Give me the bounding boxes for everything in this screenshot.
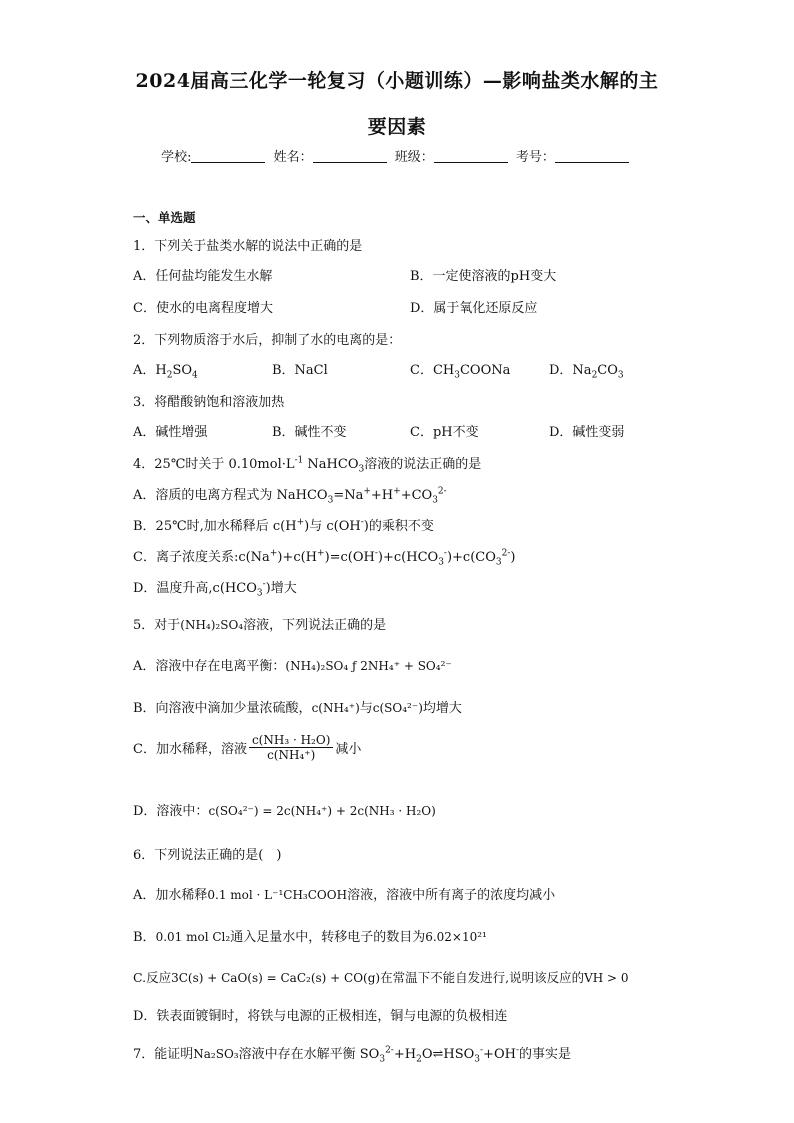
student-info-row xyxy=(0,146,794,165)
q4-option-b: B．25℃时,加水稀释后 c(H+)与 c(OH-)的乘积不变 xyxy=(133,517,434,534)
q4-option-a: A．溶质的电离方程式为 $NaHCO_3=Na^++H^++CO_3^{2-}$ xyxy=(133,486,447,506)
q5-option-a: A．溶液中存在电离平衡：(NH₄)₂SO₄ ƒ 2NH₄⁺ + SO₄²⁻ xyxy=(133,659,452,674)
q1-stem: 1．下列关于盐类水解的说法中正确的是 xyxy=(133,239,363,254)
q6-option-d: D．铁表面镀铜时，将铁与电源的正极相连，铜与电源的负极相连 xyxy=(133,1009,508,1024)
q6-option-a: A．加水稀释0.1 mol · L⁻¹CH₃COOH溶液，溶液中所有离子的浓度均减小 xyxy=(133,888,556,903)
name-label: 姓名： xyxy=(273,150,313,165)
q1-option-c: C．使水的电离程度增大 xyxy=(133,301,273,316)
q3-option-d: D．碱性变弱 xyxy=(549,425,625,440)
page-title-line1: 2024届高三化学一轮复习（小题训练）—影响盐类水解的主 xyxy=(135,70,659,92)
q6-option-c: C.反应3C(s) + CaO(s) = CaC₂(s) + CO(g)在常温下不能自发进行,说明该反应的VH > 0 xyxy=(133,970,629,985)
q5-option-c: C．加水稀释，溶液 $\frac{\text{c(NH₃ · H₂O)}}{\text{c(NH₄⁺)}}$ 减小 xyxy=(133,733,362,762)
school-label: 学校: xyxy=(161,150,192,165)
q3-option-a: A．碱性增强 xyxy=(133,425,208,440)
exam-blank xyxy=(555,148,629,163)
q2-option-c: C．$CH_3COONa$ xyxy=(410,363,511,381)
q3-option-c: C．pH不变 xyxy=(410,425,479,440)
q2-option-b: B．NaCl xyxy=(272,363,328,378)
class-blank xyxy=(434,148,508,163)
q2-option-d: D．$Na_2CO_3$ xyxy=(549,363,624,381)
section-heading: 一、单选题 xyxy=(133,210,196,225)
q6-stem: 6．下列说法正确的是( ) xyxy=(133,848,282,863)
school-blank xyxy=(191,148,265,163)
q5-fraction: $\frac{\text{c(NH₃ · H₂O)}}{\text{c(NH₄⁺)}}$ xyxy=(249,733,333,762)
name-blank xyxy=(313,148,387,163)
q6-option-b: B．0.01 mol Cl₂通入足量水中，转移电子的数目为6.02×10²¹ xyxy=(133,930,487,945)
q5-option-b: B．向溶液中滴加少量浓硫酸，c(NH₄⁺)与c(SO₄²⁻)均增大 xyxy=(133,701,462,716)
page-title-line2: 要因素 xyxy=(367,116,427,138)
q2-stem: 2．下列物质溶于水后，抑制了水的电离的是： xyxy=(133,333,402,348)
q3-stem: 3．将醋酸钠饱和溶液加热 xyxy=(133,395,285,410)
q1-option-b: B．一定使溶液的pH变大 xyxy=(410,269,557,284)
q5-stem: 5．对于(NH₄)₂SO₄溶液，下列说法正确的是 xyxy=(133,618,387,633)
q4-option-c: C．离子浓度关系$:c(Na^+)+c(H^+)=c(OH^-)+c(HCO_3^-)+c(CO_3^{2-})$ xyxy=(133,548,516,568)
q1-option-d: D．属于氧化还原反应 xyxy=(410,301,538,316)
exam-label: 考号： xyxy=(515,150,555,165)
q4-option-d: D．温度升高$,c(HCO_3^-)$增大 xyxy=(133,579,297,599)
q2-option-a: A．$H_2SO_4$ xyxy=(133,363,198,381)
q7-stem: 7．能证明Na₂SO₃溶液中存在水解平衡 $SO_3^{2-}+H_2O\rightleftharpoons HSO_3^-+OH^-$的事实是 xyxy=(133,1045,571,1065)
class-label: 班级： xyxy=(394,150,434,165)
q1-option-a: A．任何盐均能发生水解 xyxy=(133,269,273,284)
q4-stem: 4．25℃时关于 $0.10mol\cdot L^{-1}$ NaHCO$_3$溶液的说法正确的是 xyxy=(133,455,482,475)
q3-option-b: B．碱性不变 xyxy=(272,425,347,440)
q5-option-d: D．溶液中：c(SO₄²⁻) = 2c(NH₄⁺) + 2c(NH₃ · H₂O) xyxy=(133,804,436,819)
